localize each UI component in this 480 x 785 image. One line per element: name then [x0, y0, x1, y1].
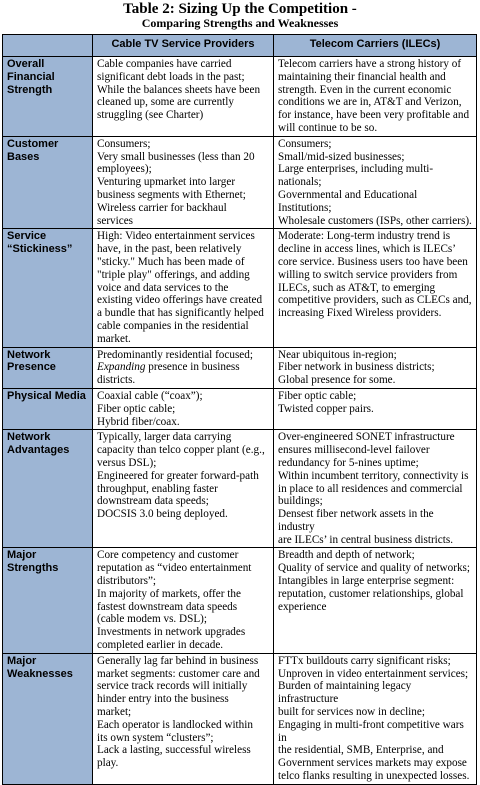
table-row	[3, 548, 477, 653]
cell-line: capacity than telco copper plant (e.g.,	[97, 444, 265, 457]
row-label-line: Physical Media	[7, 389, 86, 402]
cell-line: decline in access lines, which is ILECs’	[278, 243, 457, 256]
cell-line: Fiber optic cable;	[97, 402, 176, 415]
row-label	[3, 136, 93, 229]
cell-line: districts.	[97, 374, 136, 387]
cell-line: reputation as “video entertainment	[97, 562, 252, 575]
cell-line: Wholesale customers (ISPs, other carriers).	[278, 214, 472, 227]
cell-line: Predominantly residential focused;	[97, 348, 253, 361]
cell-line: existing video offerings have created	[97, 294, 263, 307]
header-corner-cell	[3, 35, 93, 57]
telecom-cell	[274, 388, 477, 429]
cell-line	[97, 361, 270, 374]
cell-line: are ILECs’ in central business districts.	[278, 533, 454, 546]
cell-line: Consumers;	[278, 137, 332, 150]
cell-line: Densest fiber network assets in the industry	[278, 508, 434, 533]
cell-line: ILECs, such as AT&T, to emerging	[278, 281, 436, 294]
cell-line: Burden of maintaining legacy infrastructure	[278, 680, 412, 706]
table-row	[3, 388, 477, 429]
row-label-line: Major	[7, 654, 37, 667]
cell-line: built for services now in decline;	[278, 706, 425, 719]
cell-line: maintaining their financial health and	[278, 70, 446, 83]
telecom-cell	[274, 57, 477, 137]
cell-line: fastest downstream data speeds	[97, 600, 238, 613]
cell-line: business segments with Ethernet;	[97, 188, 246, 201]
cell-line: Government services markets may expose	[278, 757, 467, 770]
cable-cell	[93, 136, 274, 229]
cell-line: hinder entry into the business	[97, 693, 229, 706]
cell-line: High: Video entertainment services	[97, 230, 255, 243]
cell-line: Fiber optic cable;	[278, 389, 357, 402]
cable-cell	[93, 229, 274, 347]
cell-line: Lack a lasting, successful wireless	[97, 744, 251, 757]
cell-line: While the balances sheets have been	[97, 83, 261, 96]
telecom-cell	[274, 229, 477, 347]
cell-line: Typically, larger data carrying	[97, 431, 232, 444]
table-row	[3, 136, 477, 229]
cell-line: a bundle that has significantly helped	[97, 307, 264, 320]
cell-line: will continue to be so.	[278, 121, 378, 134]
cell-line: Fiber network in business districts;	[278, 361, 435, 374]
cell-line: Coaxial cable (“coax”);	[97, 389, 203, 402]
row-label	[3, 57, 93, 137]
cell-line: competitive providers, such as CLECs and,	[278, 294, 472, 307]
cell-line: Cable companies have carried	[97, 58, 232, 70]
cell-line: employees);	[97, 163, 152, 176]
cell-line: Telecom carriers have a strong history of	[278, 58, 462, 70]
cell-line: the residential, SMB, Enterprise, and	[278, 744, 444, 757]
row-label-line: Overall Financial	[7, 58, 55, 83]
row-label-line: Advantages	[7, 444, 70, 457]
cell-line: In majority of markets, offer the	[97, 587, 241, 600]
row-label-line: Strength	[7, 83, 53, 96]
cell-line: versus DSL);	[97, 456, 157, 469]
cell-line: for instance, have been very profitable and	[278, 109, 470, 122]
table-header-row	[3, 35, 477, 57]
cell-line: services	[97, 214, 134, 227]
cell-line: reputation, customer relationships, global	[278, 587, 464, 600]
cell-line: have, in the past, been relatively	[97, 243, 242, 256]
cell-line: Venturing upmarket into larger	[97, 176, 236, 189]
header-cable-providers: Cable TV Service Providers	[93, 35, 274, 57]
cable-cell	[93, 430, 274, 548]
cell-line: voice and data services to the	[97, 281, 229, 294]
row-label	[3, 388, 93, 429]
cell-line: play.	[97, 757, 119, 770]
telecom-cell	[274, 136, 477, 229]
cell-line: Each operator is landlocked within	[97, 718, 253, 731]
cell-line: struggling (see Charter)	[97, 109, 204, 122]
table-row	[3, 229, 477, 347]
row-label	[3, 229, 93, 347]
cell-line: Engineered for greater forward-path	[97, 469, 259, 482]
cell-line: Within incumbent territory, connectivity is	[278, 469, 469, 482]
cell-line: willing to switch service providers from	[278, 268, 458, 281]
cell-line: buildings;	[278, 495, 323, 508]
cell-line: its own system “clusters”;	[97, 731, 214, 744]
row-label-line: Network	[7, 431, 51, 444]
cell-text: presence in business	[145, 361, 240, 374]
row-label-line: Weaknesses	[7, 667, 73, 680]
cell-line: "sticky." Much has been made of	[97, 255, 245, 268]
cell-line: Small/mid-sized businesses;	[278, 150, 405, 163]
table-row	[3, 653, 477, 784]
cell-line: Engaging in multi-front competitive wars in	[278, 718, 464, 744]
row-label-line: Service	[7, 230, 47, 243]
row-label	[3, 548, 93, 653]
cell-line: conditions we are in, AT&T and Verizon,	[278, 96, 462, 109]
telecom-cell	[274, 653, 477, 784]
cell-line: FTTx buildouts carry significant risks;	[278, 654, 451, 667]
telecom-cell	[274, 347, 477, 388]
cell-line: market.	[97, 332, 131, 345]
cell-line: significant debt loads in the past;	[97, 70, 245, 83]
cell-line: ensures millisecond-level failover	[278, 444, 430, 457]
cable-cell	[93, 653, 274, 784]
cell-line: in place to all residences and commercial	[278, 482, 463, 495]
cell-line: market;	[97, 706, 132, 719]
cell-line: experience	[278, 600, 327, 613]
cell-line: market segments: customer care and	[97, 667, 260, 680]
cable-cell	[93, 548, 274, 653]
row-label-line: Customer Bases	[7, 137, 59, 163]
cell-line: strength. Even in the current economic	[278, 83, 452, 96]
cell-line: Moderate: Long-term industry trend is	[278, 230, 451, 243]
cell-line: Large enterprises, including multi-	[278, 163, 434, 176]
cell-line: Investments in network upgrades	[97, 626, 246, 639]
table-caption	[0, 0, 480, 34]
cell-line: (cable modem vs. DSL);	[97, 613, 207, 626]
cell-line: Consumers;	[97, 137, 151, 150]
cell-line: throughput, enabling faster	[97, 482, 218, 495]
cable-cell	[93, 57, 274, 137]
table-title: Table 2: Sizing Up the Competition -	[123, 1, 357, 17]
cell-line: cable companies in the residential	[97, 319, 249, 332]
cell-line: Global presence for some.	[278, 374, 396, 387]
cell-line: DOCSIS 3.0 being deployed.	[97, 508, 228, 521]
table-body	[3, 57, 477, 785]
row-label	[3, 653, 93, 784]
cable-cell	[93, 347, 274, 388]
table-row	[3, 430, 477, 548]
header-telecom-carriers: Telecom Carriers (ILECs)	[274, 35, 477, 57]
cell-line: Intangibles in large enterprise segment:	[278, 575, 455, 588]
cell-line: completed earlier in decade.	[97, 639, 224, 652]
cell-line: Wireless carrier for backhaul	[97, 201, 227, 214]
cell-line: Twisted copper pairs.	[278, 402, 374, 415]
row-label	[3, 347, 93, 388]
cable-cell	[93, 388, 274, 429]
cell-line: Over-engineered SONET infrastructure	[278, 431, 455, 444]
cell-line: Generally lag far behind in business	[97, 654, 259, 667]
cell-line: increasing Fixed Wireless providers.	[278, 307, 442, 320]
cell-line: Very small businesses (less than 20	[97, 150, 255, 163]
table-row	[3, 347, 477, 388]
cell-line: Governmental and Educational Institutions;	[278, 188, 418, 214]
cell-line: Near ubiquitous in-region;	[278, 348, 397, 361]
cell-line: Core competency and customer	[97, 549, 239, 562]
cell-line: telco flanks resulting in unexpected losses.	[278, 770, 470, 783]
row-label-line: Network Presence	[7, 348, 56, 374]
table-row	[3, 57, 477, 137]
telecom-cell	[274, 430, 477, 548]
cell-line: nationals;	[278, 176, 322, 189]
cell-line: Quality of service and quality of networks;	[278, 562, 471, 575]
cell-line: downstream data speeds;	[97, 495, 209, 508]
row-label-line: Major Strengths	[7, 549, 59, 575]
cell-line: Hybrid fiber/coax.	[97, 415, 180, 428]
cell-line: Breadth and depth of network;	[278, 549, 415, 562]
cell-line: "triple play" offerings, and adding	[97, 268, 250, 281]
cell-line: Unproven in video entertainment services;	[278, 667, 469, 680]
row-label	[3, 430, 93, 548]
cell-line: service track records will initially	[97, 680, 248, 693]
cell-line: core service. Business users too have been	[278, 255, 468, 268]
cell-line: distributors”;	[97, 575, 157, 588]
emphasis-text: Expanding	[97, 361, 146, 374]
comparison-table	[2, 34, 477, 785]
cell-line: redundancy for 5-nines uptime;	[278, 456, 419, 469]
table-subtitle: Comparing Strengths and Weaknesses	[141, 16, 339, 30]
cell-line: cleaned up, some are currently	[97, 96, 234, 109]
row-label-line: “Stickiness”	[7, 243, 73, 256]
telecom-cell	[274, 548, 477, 653]
